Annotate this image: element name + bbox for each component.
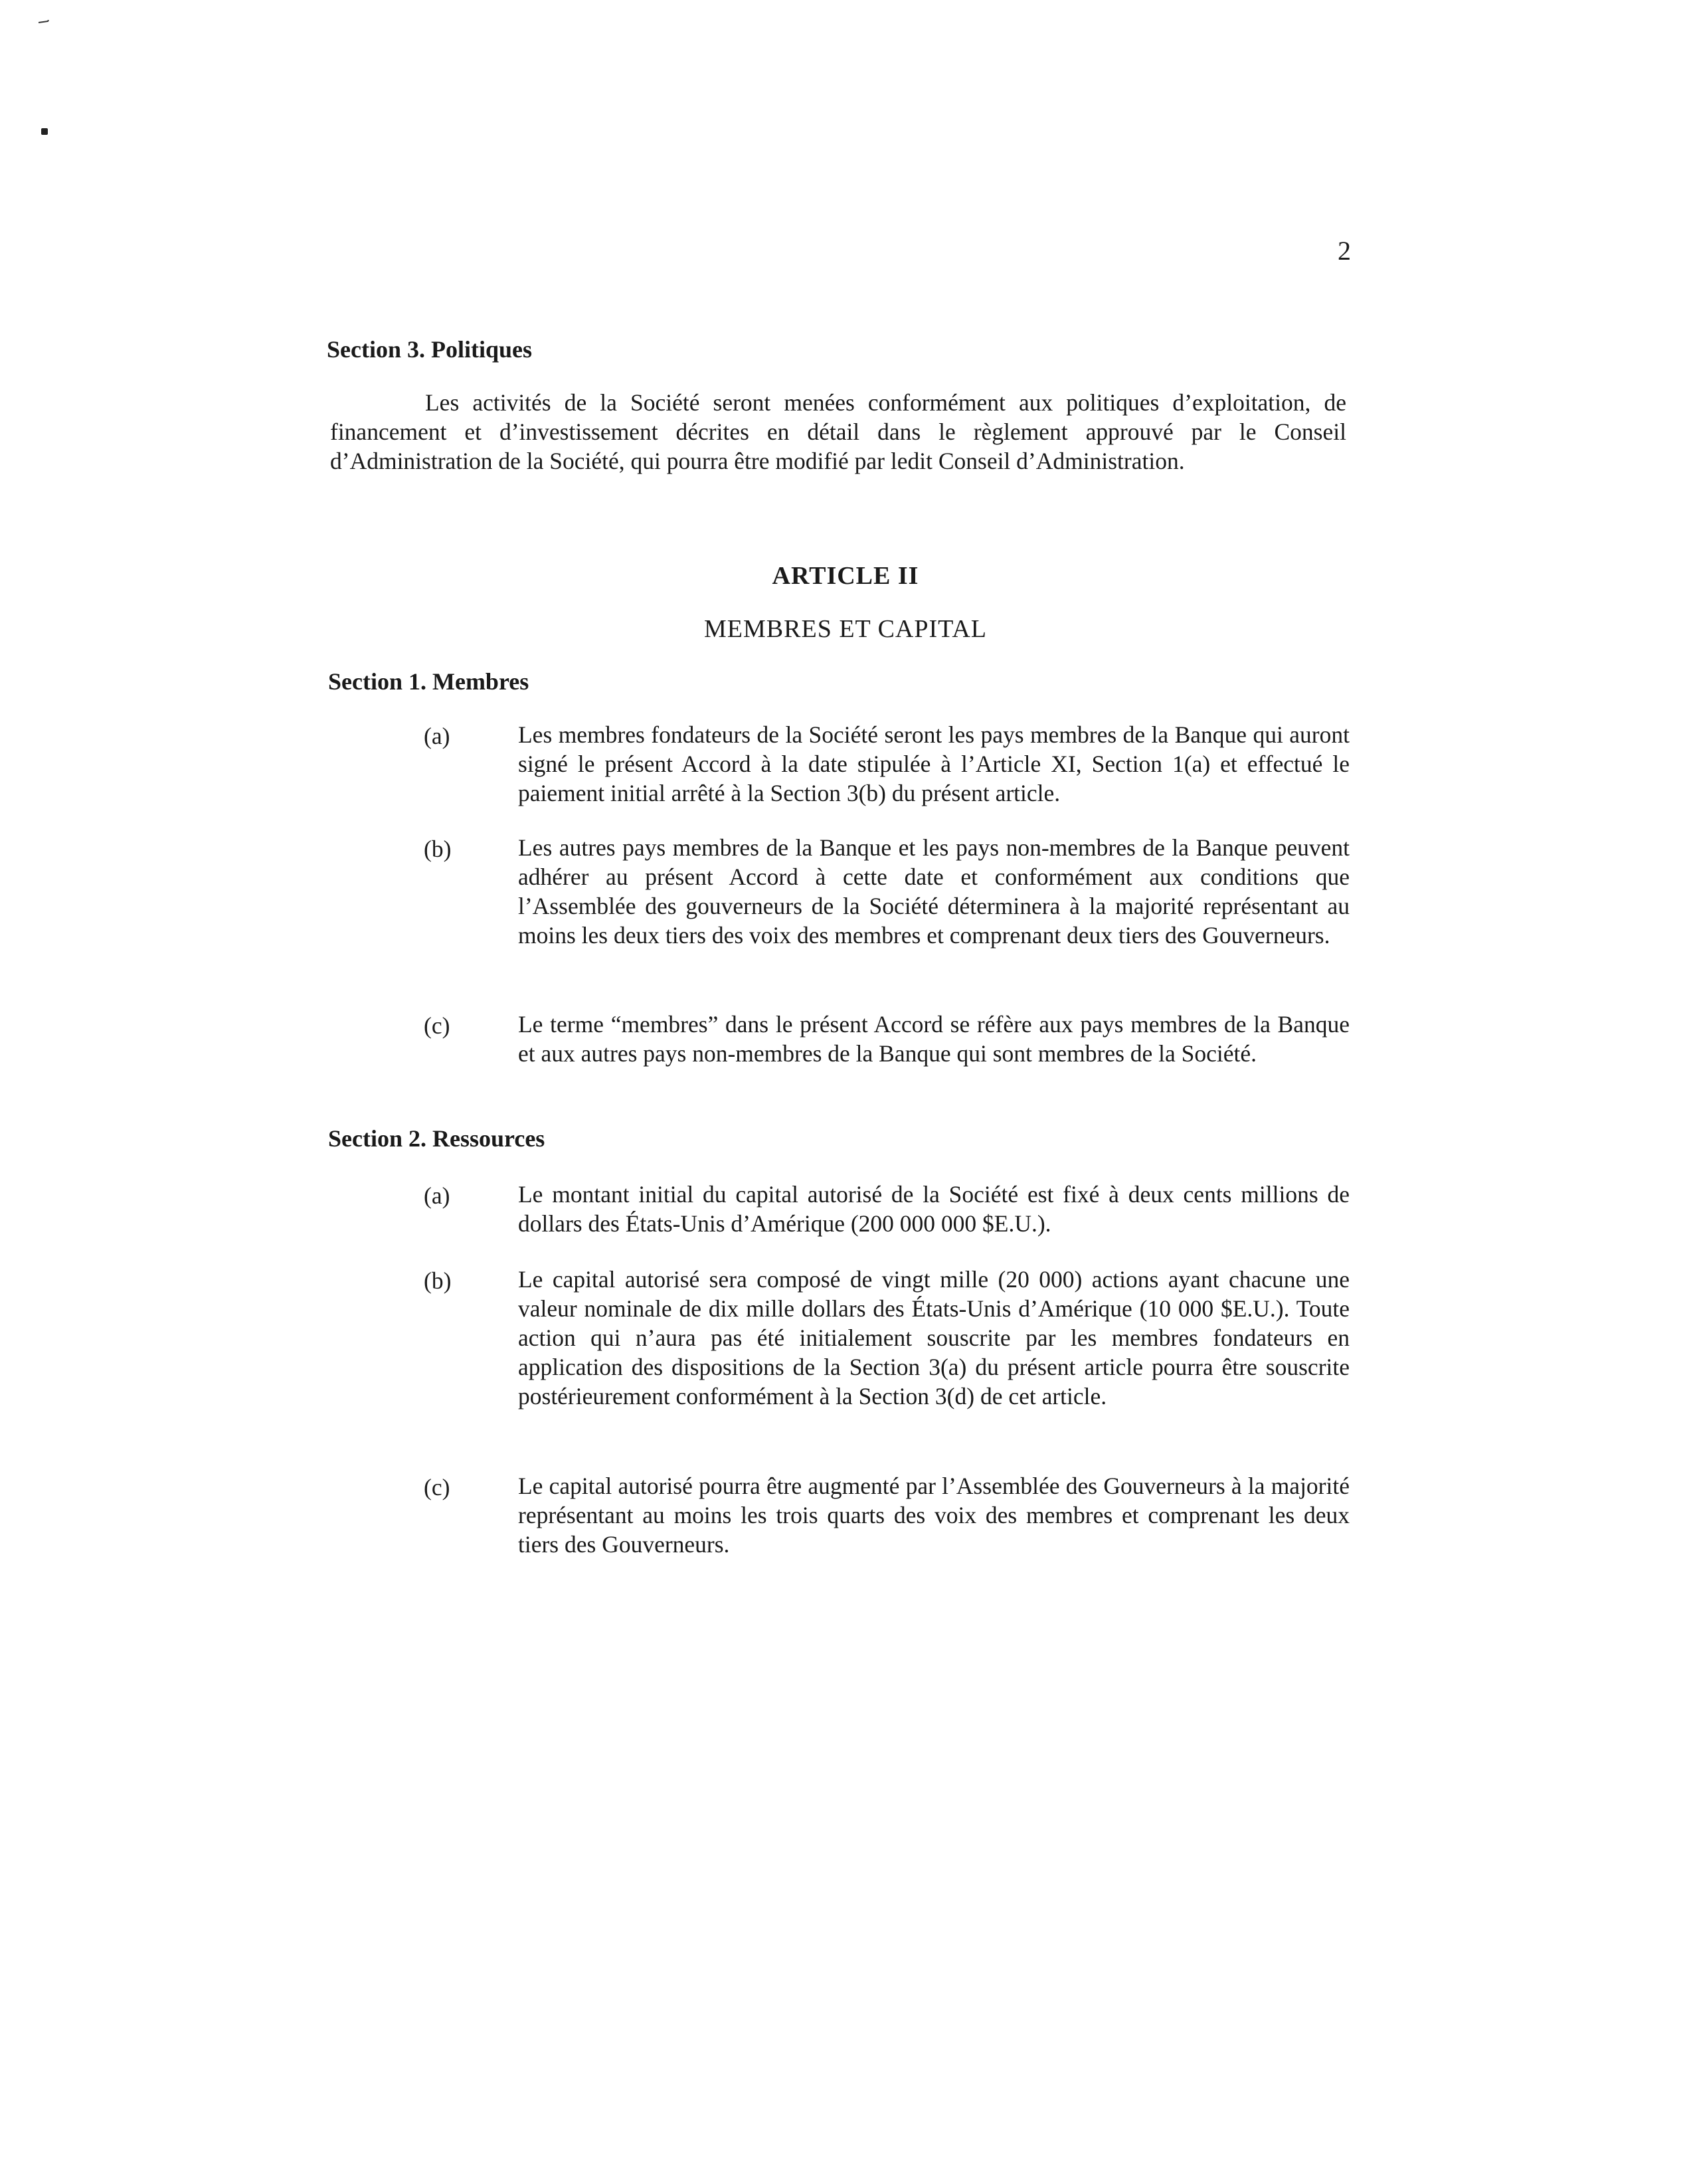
section-2-item-c-label: (c) [424,1474,450,1501]
section-1-item-c-label: (c) [424,1012,450,1039]
article-subtitle: MEMBRES ET CAPITAL [704,615,987,643]
section-1-item-a-label: (a) [424,723,450,749]
section-1-item-b-text: Les autres pays membres de la Banque et les pays non-membres de la Banque peuvent adhérer au présent Accord à cette date et conformément aux conditions que l’Assemblée des gouverneurs de la Société déterminera à la majorité représentant au moins les deux tiers des voix des membres et comprenant deux tiers des Gouverneurs. [518,834,1350,949]
section-2-item-b-label: (b) [424,1267,452,1294]
section-1-item-c-text: Le terme “membres” dans le présent Accord se réfère aux pays membres de la Banque et aux autres pays non-membres de la Banque qui sont membres de la Société. [518,1011,1350,1067]
section-3-heading: Section 3. Politiques [327,336,533,363]
section-2-item-b-text: Le capital autorisé sera composé de vingt mille (20 000) actions ayant chacune une valeur nominale de dix mille dollars des États-Unis d’Amérique (10 000 $E.U.). Toute action qui n’aura pas été initialement souscrite par les membres fondateurs en application des dispositions de la Section 3(a) du présent article pourra être souscrite postérieurement conformément à la Section 3(d) de cet article. [518,1266,1350,1410]
section-1-item-b-label: (b) [424,836,452,862]
section-1-item-a-text: Les membres fondateurs de la Société seront les pays membres de la Banque qui auront signé le présent Accord à la date stipulée à l’Article XI, Section 1(a) et effectué le paiement initial arrêté à la Section 3(b) du présent article. [518,721,1350,806]
section-2-item-a-label: (a) [424,1182,450,1209]
article-title: ARTICLE II [772,562,919,590]
section-3-paragraph: Les activités de la Société seront menées conformément aux politiques d’exploitation, de financement et d’investissement décrites en détail dans le règlement approuvé par le Conseil d’Administration de la Société, qui pourra être modifié par ledit Conseil d’Administration. [330,389,1346,474]
section-2-item-c-text: Le capital autorisé pourra être augmenté par l’Assemblée des Gouverneurs à la majorité représentant au moins les trois quarts des voix des membres et comprenant les deux tiers des Gouverneurs. [518,1473,1350,1558]
section-2-item-a-text: Le montant initial du capital autorisé de la Société est fixé à deux cents millions de dollars des États-Unis d’Amérique (200 000 000 $E.U.). [518,1181,1350,1237]
page-number: 2 [1338,236,1351,266]
section-1-heading: Section 1. Membres [328,668,529,695]
scan-mark [39,20,49,24]
scan-dot [41,128,48,135]
section-2-heading: Section 2. Ressources [328,1125,545,1152]
